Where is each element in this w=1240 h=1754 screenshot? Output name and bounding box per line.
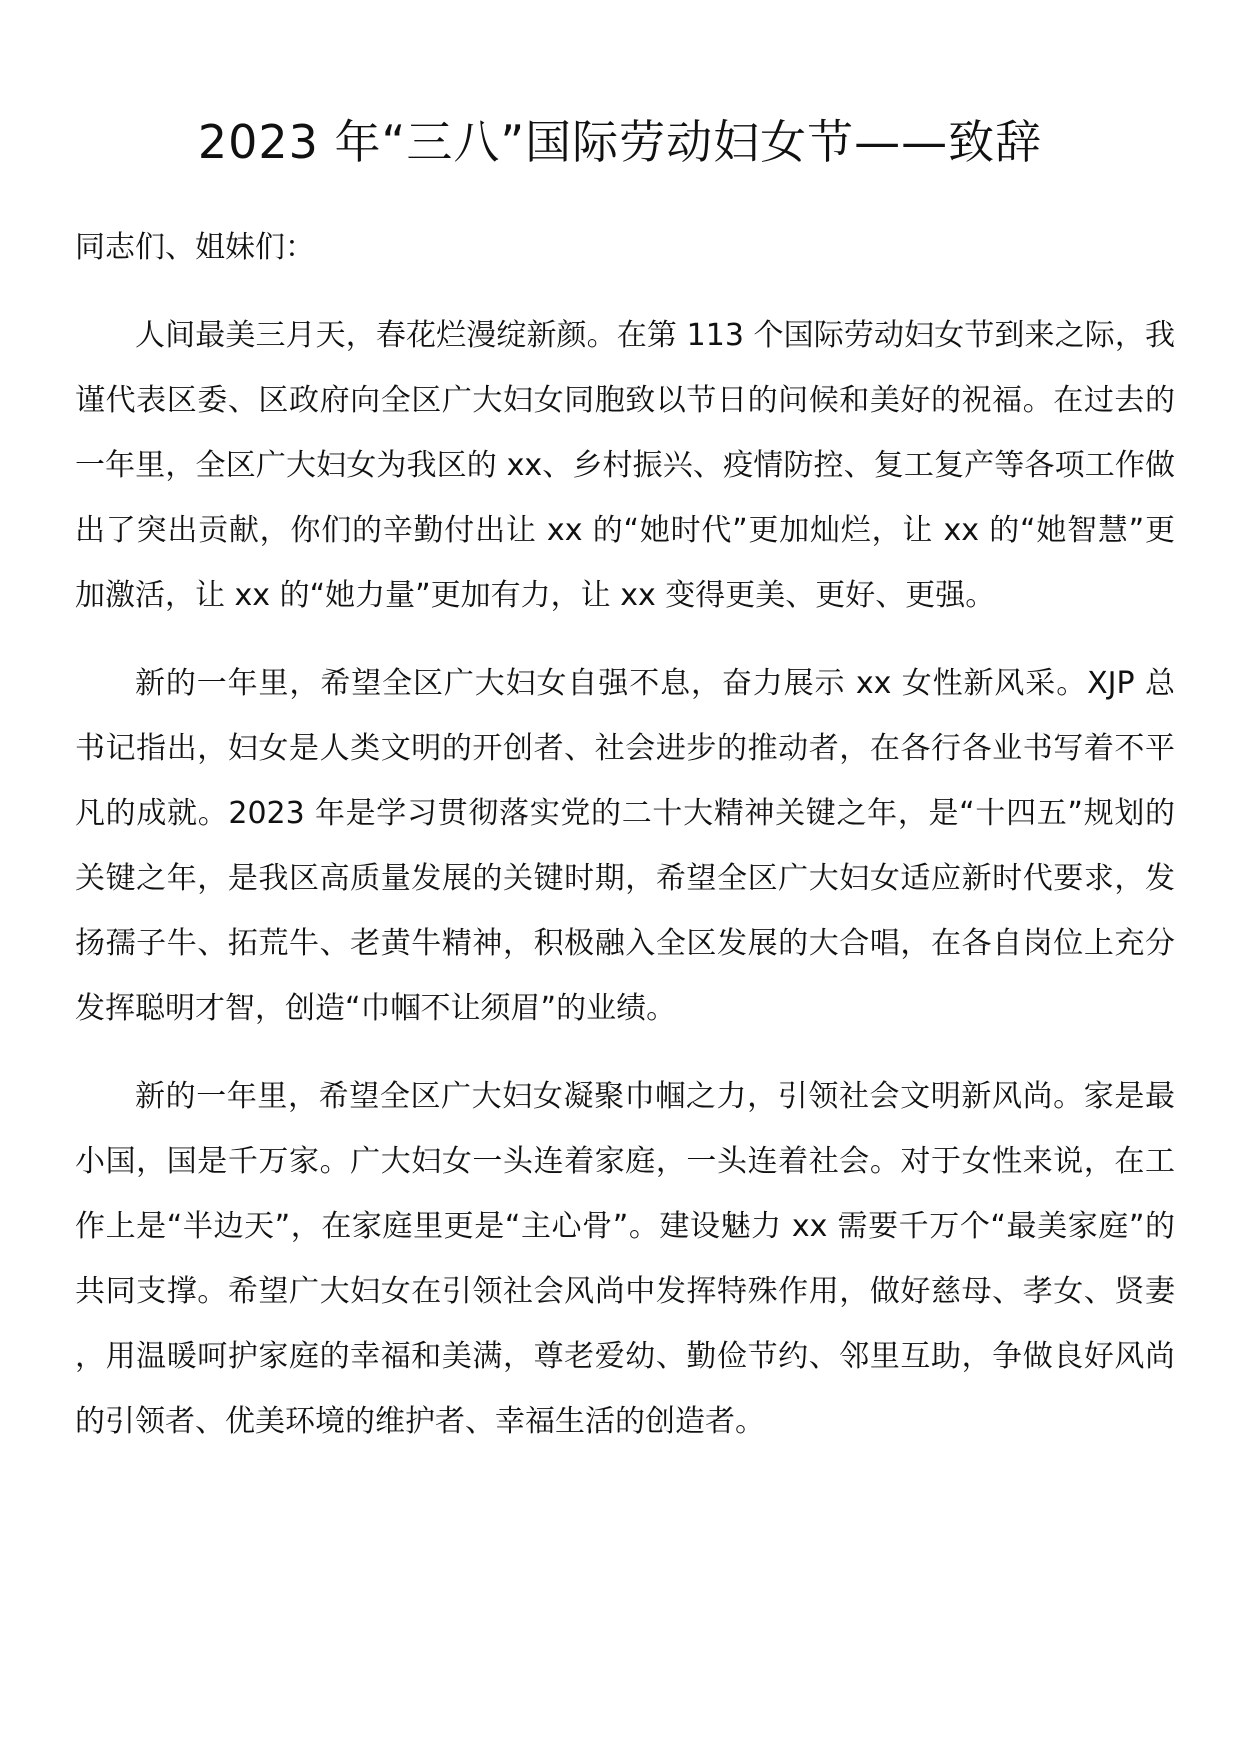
document-body [75,215,1175,1454]
paragraph-2: 新的一年里，希望全区广大妇女自强不息，奋力展示 xx 女性新风采。XJP 总书记指出，妇女是人类文明的开创者、社会进步的推动者，在各行各业书写着不平凡的成就。2023 年是学习贯彻落实党的二十大精神关键之年，是“十四五”规划的关键之年，是我区高质量发展的关键时期，希望全区广大妇女适应新时代要求，发扬孺子牛、拓荒牛、老黄牛精神，积极融入全区发展的大合唱，在各自岗位上充分发挥聪明才智，创造“巾帼不让须眉”的业绩。 [75,666,1175,1026]
paragraph-1: 人间最美三月天，春花烂漫绽新颜。在第 113 个国际劳动妇女节到来之际，我谨代表区委、区政府向全区广大妇女同胞致以节日的问候和美好的祝福。在过去的一年里，全区广大妇女为我区的 xx、乡村振兴、疫情防控、复工复产等各项工作做出了突出贡献，你们的辛勤付出让 xx 的“她时代”更加灿烂，让 xx 的“她智慧”更加激活，让 xx 的“她力量”更加有力，让 xx 变得更美、更好、更强。 [75,318,1175,613]
paragraph-3: 新的一年里，希望全区广大妇女凝聚巾帼之力，引领社会文明新风尚。家是最小国，国是千万家。广大妇女一头连着家庭，一头连着社会。对于女性来说，在工作上是“半边天”，在家庭里更是“主心骨”。建设魅力 xx 需要千万个“最美家庭”的共同支撑。希望广大妇女在引领社会风尚中发挥特殊作用，做好慈母、孝女、贤妻，用温暖呵护家庭的幸福和美满，尊老爱幼、勤俭节约、邻里互助，争做良好风尚的引领者、优美环境的维护者、幸福生活的创造者。 [75,1079,1175,1439]
document-title: 2023 年“三八”国际劳动妇女节——致辞 [197,115,1043,169]
salutation: 同志们、姐妹们： [75,230,315,265]
